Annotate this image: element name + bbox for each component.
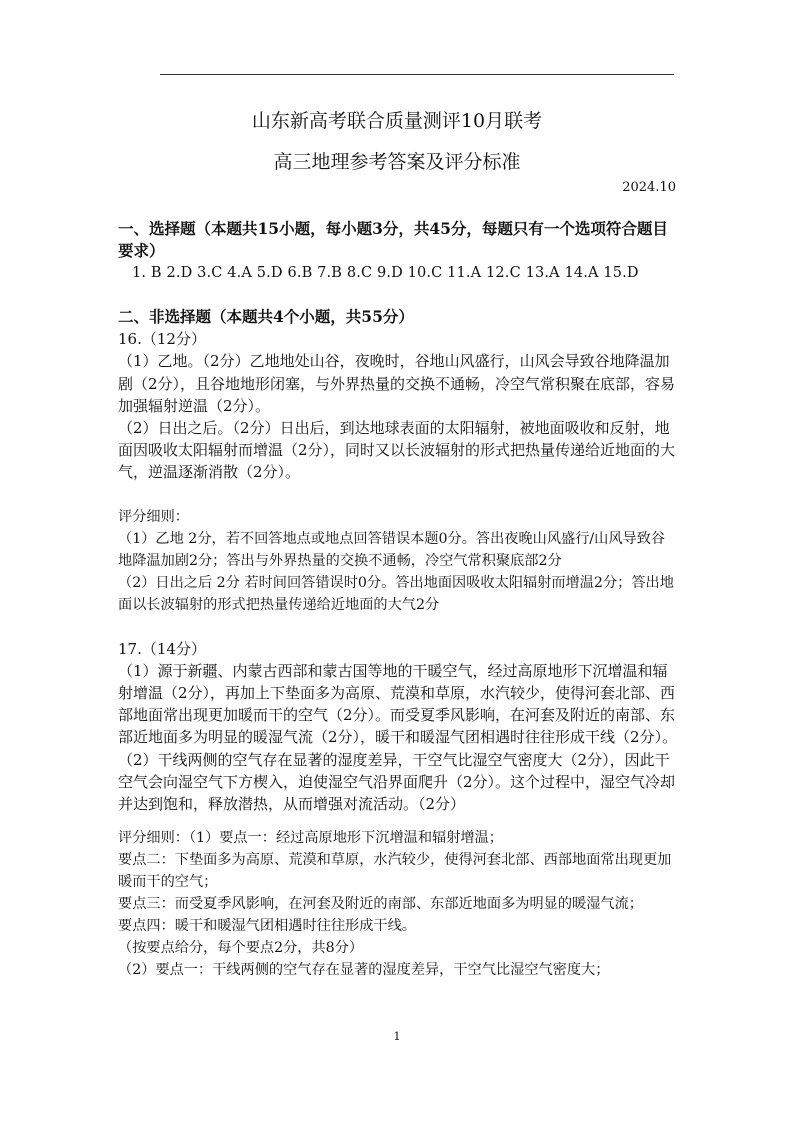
choice-answers: 1. B 2.D 3.C 4.A 5.D 6.B 7.B 8.C 9.D 10.C 11.A 12.C 13.A 14.A 15.D bbox=[132, 265, 639, 281]
document-body bbox=[118, 218, 678, 981]
q16-detail-label: 评分细则： bbox=[118, 508, 189, 525]
section2-title: 二、非选择题（本题共4个小题，共55分） bbox=[118, 307, 414, 327]
section1-title: 一、选择题（本题共15小题，每小题3分，共45分，每题只有一个选项符合题目要求） bbox=[118, 219, 668, 260]
q16-answer-2: （2）日出之后。（2分）日出后，到达地球表面的太阳辐射，被地面吸收和反射，地面因吸收太阳辐射而增温（2分），同时又以长波辐射的形式把热量传递给近地面的大气，逆温逐渐消散（2分）。 bbox=[118, 419, 676, 482]
q17-detail-6: （2）要点一：干线两侧的空气存在显著的湿度差异，干空气比湿空气密度大； bbox=[118, 962, 610, 979]
document-title: 山东新高考联合质量测评10月联考 bbox=[251, 110, 543, 132]
header-rule bbox=[160, 74, 674, 75]
q17-answer-1: （1）源于新疆、内蒙古西部和蒙古国等地的干暖空气，经过高原地形下沉增温和辐射增温（2分），再加上下垫面多为高原、荒漠和草原，水汽较少，使得河套北部、西部地面常出现更加暖而干的空气（2分）。而受夏季风影响，在河套及附近的南部、东部近地面多为明显的暖湿气流（2分），暖干和暖湿气团相遇时往往形成干线（2分）。 bbox=[118, 661, 678, 747]
q17-label: 17.（14分） bbox=[118, 639, 206, 658]
q17-detail-2: 要点二：下垫面多为高原、荒漠和草原，水汽较少，使得河套北部、西部地面常出现更加暖而干的空气； bbox=[118, 852, 672, 891]
q16-label: 16.（12分） bbox=[118, 330, 206, 349]
page-number: 1 bbox=[393, 1030, 401, 1043]
q17-detail-3: 要点三：而受夏季风影响，在河套及附近的南部、东部近地面多为明显的暖湿气流； bbox=[118, 896, 643, 913]
q17-detail-1: 评分细则：（1）要点一：经过高原地形下沉增温和辐射增温； bbox=[118, 830, 503, 847]
document-subtitle: 高三地理参考答案及评分标准 bbox=[273, 151, 521, 173]
q16-detail-2: （2）日出之后 2分 若时间回答错误时0分。答出地面因吸收太阳辐射而增温2分；答出地面以长波辐射的形式把热量传递给近地面的大气2分 bbox=[118, 574, 674, 613]
q16-detail-1: （1）乙地 2分，若不回答地点或地点回答错误本题0分。答出夜晚山风盛行/山风导致谷地降温加剧2分；答出与外界热量的交换不通畅，冷空气常积聚底部2分 bbox=[118, 530, 666, 569]
document-date: 2024.10 bbox=[622, 180, 676, 195]
q17-detail-4: 要点四：暖干和暖湿气团相遇时往往形成干线。 bbox=[118, 918, 416, 935]
q17-scoring-details bbox=[118, 827, 678, 981]
q17-answer-2: （2）干线两侧的空气存在显著的湿度差异，干空气比湿空气密度大（2分），因此干空气会向湿空气下方楔入，迫使湿空气沿界面爬升（2分）。这个过程中，湿空气冷却并达到饱和，释放潜热，从而增强对流活动。（2分） bbox=[118, 750, 676, 814]
q16-answer-1: （1）乙地。（2分）乙地地处山谷，夜晚时，谷地山风盛行，山风会导致谷地降温加剧（2分），且谷地地形闭塞，与外界热量的交换不通畅，冷空气常积聚在底部，容易加强辐射逆温（2分）。 bbox=[118, 352, 676, 415]
q16-scoring-details bbox=[118, 506, 678, 616]
q17-detail-5: （按要点给分，每个要点2分，共8分） bbox=[118, 940, 364, 957]
